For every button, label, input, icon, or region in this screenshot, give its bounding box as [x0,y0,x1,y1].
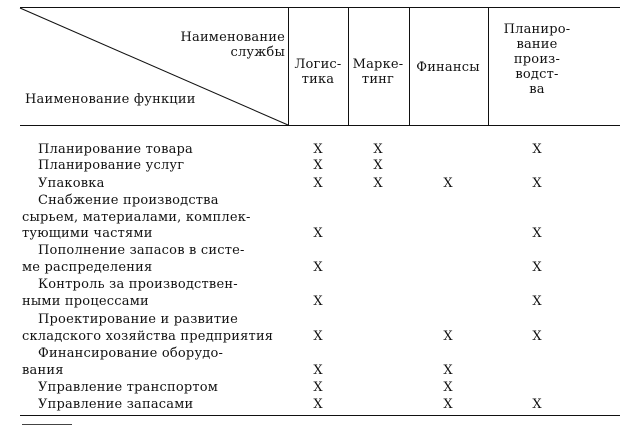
row-1-mark-col-2: X [373,142,383,157]
row-4-mark-col-4: X [532,226,542,241]
column-header-4-line: ва [529,82,545,97]
row-4-label-line: тующими частями [22,226,153,241]
row-5-label-line: Пополнение запасов в систе- [38,243,245,258]
service-label-line-1: Наименование [180,30,285,45]
row-4-mark-col-1: X [313,226,323,241]
column-header-2-line: тинг [361,72,395,87]
row-7-mark-col-3: X [443,328,453,344]
column-header-4-line: Планиро- [503,22,571,37]
row-10-mark-col-3: X [443,397,453,412]
row-8-label-line: вания [22,362,64,378]
row-9-mark-col-3: X [443,380,453,395]
row-3-mark-col-4: X [532,176,542,191]
column-header-2-line: Марке- [352,57,404,72]
row-3-label-line: Упаковка [38,176,105,191]
footnote-rule [22,424,72,425]
column-header-4-line: водст- [515,67,559,82]
row-4-label-line: сырьем, материалами, комплек- [22,209,251,225]
row-10-label-line: Управление запасами [38,397,194,412]
row-7-mark-col-1: X [313,328,323,344]
row-10-mark-col-1: X [313,397,323,412]
column-header-1-line: тика [301,72,335,87]
column-header-1-line: Логис- [294,57,342,72]
row-5-mark-col-1: X [313,259,323,275]
column-header-3-line: Финансы [416,60,480,75]
row-6-mark-col-1: X [313,293,323,309]
row-2-mark-col-2: X [373,158,383,173]
row-3-mark-col-3: X [443,176,453,191]
row-3-mark-col-2: X [373,176,383,191]
row-9-mark-col-1: X [313,380,323,395]
row-1-label-line: Планирование товара [38,142,194,157]
row-1-mark-col-4: X [532,142,542,157]
row-9-label-line: Управление транспортом [38,380,219,395]
row-4-label-line: Снабжение производства [38,193,219,208]
row-2-label-line: Планирование услуг [38,158,185,173]
service-label-line-2: службы [230,45,285,60]
row-6-mark-col-4: X [532,293,542,309]
row-5-label-line: ме распределения [22,259,153,275]
row-6-label-line: Контроль за производствен- [38,277,238,292]
column-header-4-line: произ- [513,52,561,67]
row-10-mark-col-4: X [532,397,542,412]
row-1-mark-col-1: X [313,142,323,157]
function-label: Наименование функции [25,92,196,107]
row-8-label-line: Финансирование оборудо- [38,346,224,361]
row-8-mark-col-1: X [313,362,323,378]
row-6-label-line: ными процессами [22,293,149,309]
row-7-label-line: складского хозяйства предприятия [22,328,274,344]
row-3-mark-col-1: X [313,176,323,191]
row-2-mark-col-1: X [313,158,323,173]
row-7-mark-col-4: X [532,328,542,344]
row-8-mark-col-3: X [443,362,453,378]
row-5-mark-col-4: X [532,259,542,275]
row-7-label-line: Проектирование и развитие [38,312,239,327]
column-header-4-line: вание [516,37,558,52]
